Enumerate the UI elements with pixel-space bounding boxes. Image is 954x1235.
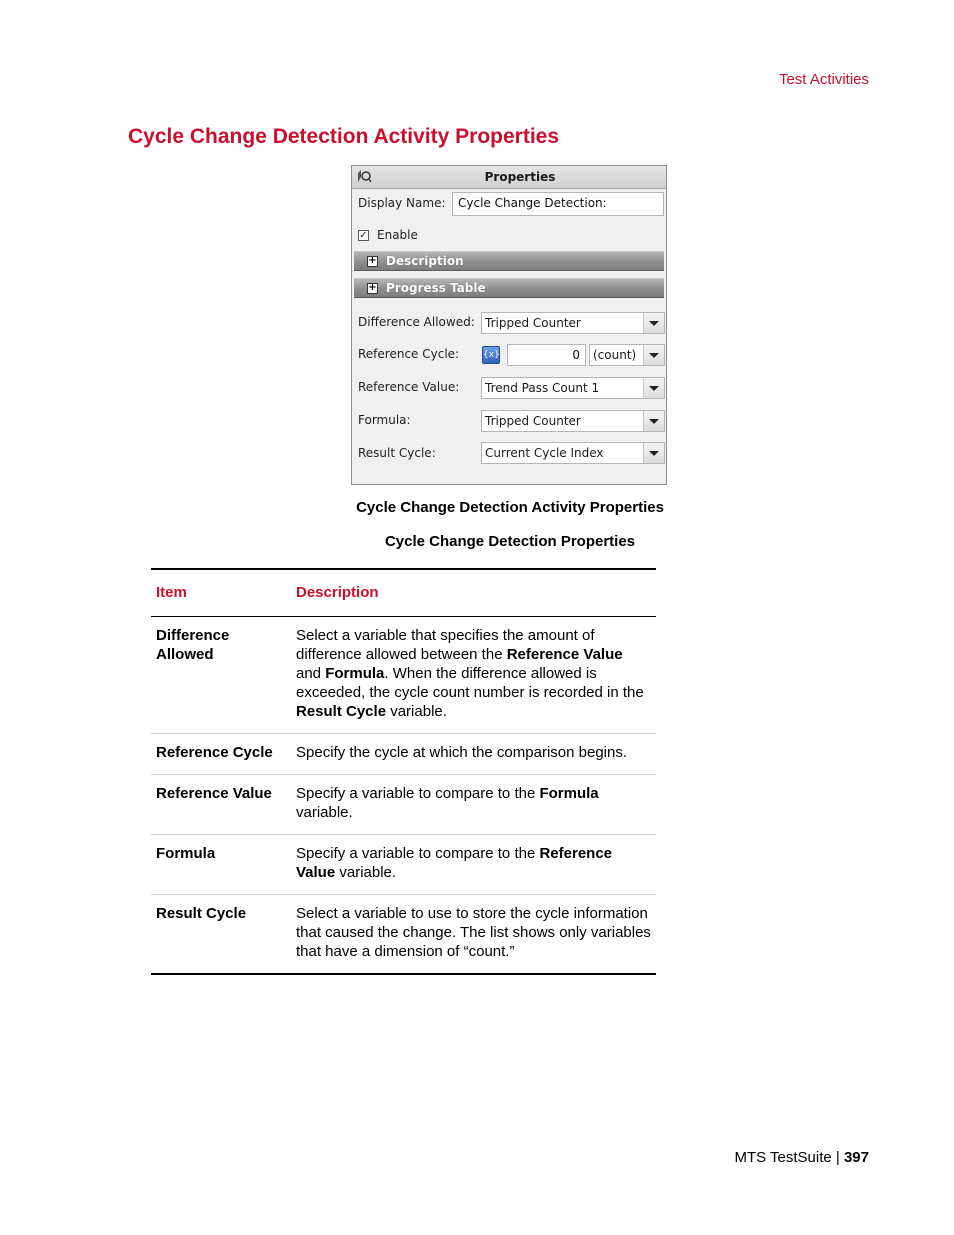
table-body	[151, 617, 656, 975]
description-group-label: Description	[386, 254, 464, 268]
description-text: and	[296, 665, 326, 682]
chevron-down-icon[interactable]	[643, 345, 664, 365]
reference-cycle-unit-value: (count)	[593, 348, 637, 362]
figure-caption: Cycle Change Detection Activity Properties	[356, 499, 664, 516]
reference-value-select[interactable]	[481, 377, 665, 399]
table-cell-item: Reference Cycle	[151, 734, 291, 775]
reference-cycle-unit-select[interactable]	[589, 344, 665, 366]
chevron-down-icon[interactable]	[643, 378, 664, 398]
enable-label: Enable	[377, 228, 418, 242]
result-cycle-value: Current Cycle Index	[485, 446, 604, 460]
table-cell-item: Difference Allowed	[151, 617, 291, 734]
expand-icon[interactable]: +	[368, 255, 377, 266]
table-row	[151, 775, 656, 835]
table-row	[151, 617, 656, 734]
formula-label: Formula:	[358, 413, 411, 427]
table-cell-item: Result Cycle	[151, 895, 291, 975]
table-caption: Cycle Change Detection Properties	[384, 533, 636, 550]
table-cell-description	[291, 775, 656, 835]
bold-term: Formula	[325, 665, 385, 682]
bold-term: Reference Value	[296, 845, 613, 881]
description-text: Select a variable that specifies the amount of difference allowed between the	[296, 627, 595, 663]
description-text: . When the difference allowed is exceeded, the cycle count number is recorded in the	[296, 665, 644, 701]
table-cell-description	[291, 895, 656, 975]
footer-product: MTS TestSuite	[734, 1149, 832, 1166]
properties-panel	[351, 165, 667, 485]
table-cell-item: Formula	[151, 835, 291, 895]
expand-icon[interactable]: +	[368, 282, 377, 293]
difference-allowed-label: Difference Allowed:	[358, 315, 475, 329]
formula-select[interactable]	[481, 410, 665, 432]
description-group[interactable]	[354, 251, 664, 271]
display-name-field[interactable]: Cycle Change Detection:	[452, 192, 664, 216]
table-row	[151, 734, 656, 775]
table-cell-description	[291, 734, 656, 775]
reference-value-value: Trend Pass Count 1	[485, 381, 600, 395]
result-cycle-select[interactable]	[481, 442, 665, 464]
properties-table	[151, 568, 656, 975]
panel-header	[352, 166, 666, 189]
table-cell-description	[291, 835, 656, 895]
difference-allowed-value: Tripped Counter	[485, 316, 581, 330]
result-cycle-label: Result Cycle:	[358, 446, 436, 460]
bold-term: Reference Value	[506, 646, 623, 663]
description-text: Select a variable to use to store the cycle information that caused the change. The list shows only variables that have a dimension of “count.”	[296, 905, 651, 960]
progress-table-group-label: Progress Table	[386, 281, 486, 295]
difference-allowed-select[interactable]	[481, 312, 665, 334]
description-text: variable.	[296, 804, 353, 821]
running-head: Test Activities	[778, 71, 869, 88]
chevron-down-icon[interactable]	[643, 411, 664, 431]
bold-term: Result Cycle	[296, 703, 387, 720]
table-row	[151, 835, 656, 895]
page-footer	[734, 1149, 869, 1166]
reference-cycle-label: Reference Cycle:	[358, 347, 460, 361]
footer-separator: |	[835, 1149, 840, 1166]
page-number: 397	[843, 1149, 869, 1166]
formula-value: Tripped Counter	[485, 414, 581, 428]
column-header-item: Item	[151, 569, 291, 617]
variable-link-icon[interactable]: {x}	[482, 346, 500, 364]
table-row	[151, 895, 656, 975]
description-text: Specify the cycle at which the comparison begins.	[296, 744, 628, 761]
reference-value-label: Reference Value:	[358, 380, 460, 394]
enable-checkbox[interactable]: ✓	[359, 230, 368, 241]
chevron-down-icon[interactable]	[643, 443, 664, 463]
description-text: Specify a variable to compare to the	[296, 785, 540, 802]
display-name-label: Display Name:	[358, 196, 446, 210]
description-text: variable.	[386, 703, 447, 720]
bold-term: Formula	[539, 785, 599, 802]
description-text: variable.	[335, 864, 397, 881]
chevron-down-icon[interactable]	[643, 313, 664, 333]
table-cell-item: Reference Value	[151, 775, 291, 835]
panel-title: Properties	[484, 170, 556, 184]
table-cell-description	[291, 617, 656, 734]
table-header-row	[151, 569, 656, 617]
column-header-description: Description	[291, 569, 656, 617]
section-title: Cycle Change Detection Activity Properties	[128, 125, 560, 148]
progress-table-group[interactable]	[354, 278, 664, 298]
reference-cycle-field[interactable]: 0	[507, 344, 586, 366]
description-text: Specify a variable to compare to the	[296, 845, 540, 862]
